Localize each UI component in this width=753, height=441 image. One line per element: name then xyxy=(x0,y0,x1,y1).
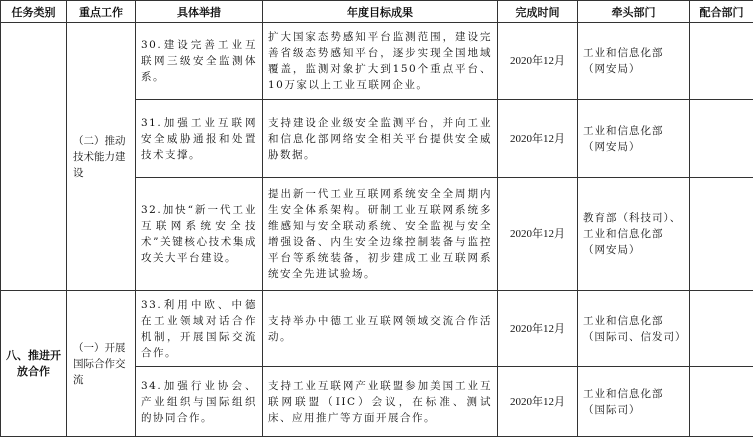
measure-cell: 31.加强工业互联网安全威胁通报和处置技术支撑。 xyxy=(136,100,263,178)
coop-dept-cell xyxy=(690,367,753,437)
coop-dept-cell xyxy=(690,100,753,178)
lead-dept-cell: 工业和信息化部（国际司、信发司） xyxy=(578,291,690,367)
measure-cell: 34.加强行业协会、产业组织与国际组织的协同合作。 xyxy=(136,367,263,437)
header-measures: 具体举措 xyxy=(136,1,263,23)
lead-dept-cell: 教育部（科技司）、工业和信息化部（网安局） xyxy=(578,178,690,291)
coop-dept-cell xyxy=(690,291,753,367)
measure-cell: 30.建设完善工业互联网三级安全监测体系。 xyxy=(136,23,263,100)
lead-dept-cell: 工业和信息化部（国际司） xyxy=(578,367,690,437)
time-cell: 2020年12月 xyxy=(498,178,578,291)
header-coop: 配合部门 xyxy=(690,1,753,23)
table-row xyxy=(1,291,753,367)
measure-cell: 33.利用中欧、中德在工业领域对话合作机制，开展国际交流合作。 xyxy=(136,291,263,367)
time-cell: 2020年12月 xyxy=(498,23,578,100)
category-cell xyxy=(1,23,67,291)
header-goals: 年度目标成果 xyxy=(263,1,498,23)
goal-cell: 扩大国家态势感知平台监测范围，建设完善省级态势感知平台，逐步实现全国地域覆盖，监测对象扩大到150个重点平台、10万家以上工业互联网企业。 xyxy=(263,23,498,100)
lead-dept-cell: 工业和信息化部（网安局） xyxy=(578,23,690,100)
header-lead: 牵头部门 xyxy=(578,1,690,23)
lead-dept-cell: 工业和信息化部（网安局） xyxy=(578,100,690,178)
table-row xyxy=(1,23,753,100)
header-time: 完成时间 xyxy=(498,1,578,23)
goal-cell: 提出新一代工业互联网系统安全全周期内生安全体系架构。研制工业互联网系统多维感知与安全联动系统、安全监视与安全增强设备、内生安全边缘控制装备与监控平台等系统装备，初步建成工业互联网系统安全先进试验场。 xyxy=(263,178,498,291)
goal-cell: 支持建设企业级安全监测平台，并向工业和信息化部网络安全相关平台提供安全威胁数据。 xyxy=(263,100,498,178)
goal-cell: 支持工业互联网产业联盟参加美国工业互联网联盟（IIC）会议，在标准、测试床、应用推广等方面开展合作。 xyxy=(263,367,498,437)
focus-cell: （二）推动技术能力建设 xyxy=(67,23,136,291)
header-row xyxy=(1,1,753,23)
header-category: 任务类别 xyxy=(1,1,67,23)
measure-cell: 32.加快“新一代工业互联网系统安全技术”关键核心技术集成攻关大平台建设。 xyxy=(136,178,263,291)
coop-dept-cell xyxy=(690,23,753,100)
header-focus: 重点工作 xyxy=(67,1,136,23)
category-cell: 八、推进开放合作 xyxy=(1,291,67,437)
time-cell: 2020年12月 xyxy=(498,100,578,178)
coop-dept-cell xyxy=(690,178,753,291)
time-cell: 2020年12月 xyxy=(498,367,578,437)
time-cell: 2020年12月 xyxy=(498,291,578,367)
goal-cell: 支持举办中德工业互联网领域交流合作活动。 xyxy=(263,291,498,367)
focus-cell: （一）开展国际合作交流 xyxy=(67,291,136,437)
